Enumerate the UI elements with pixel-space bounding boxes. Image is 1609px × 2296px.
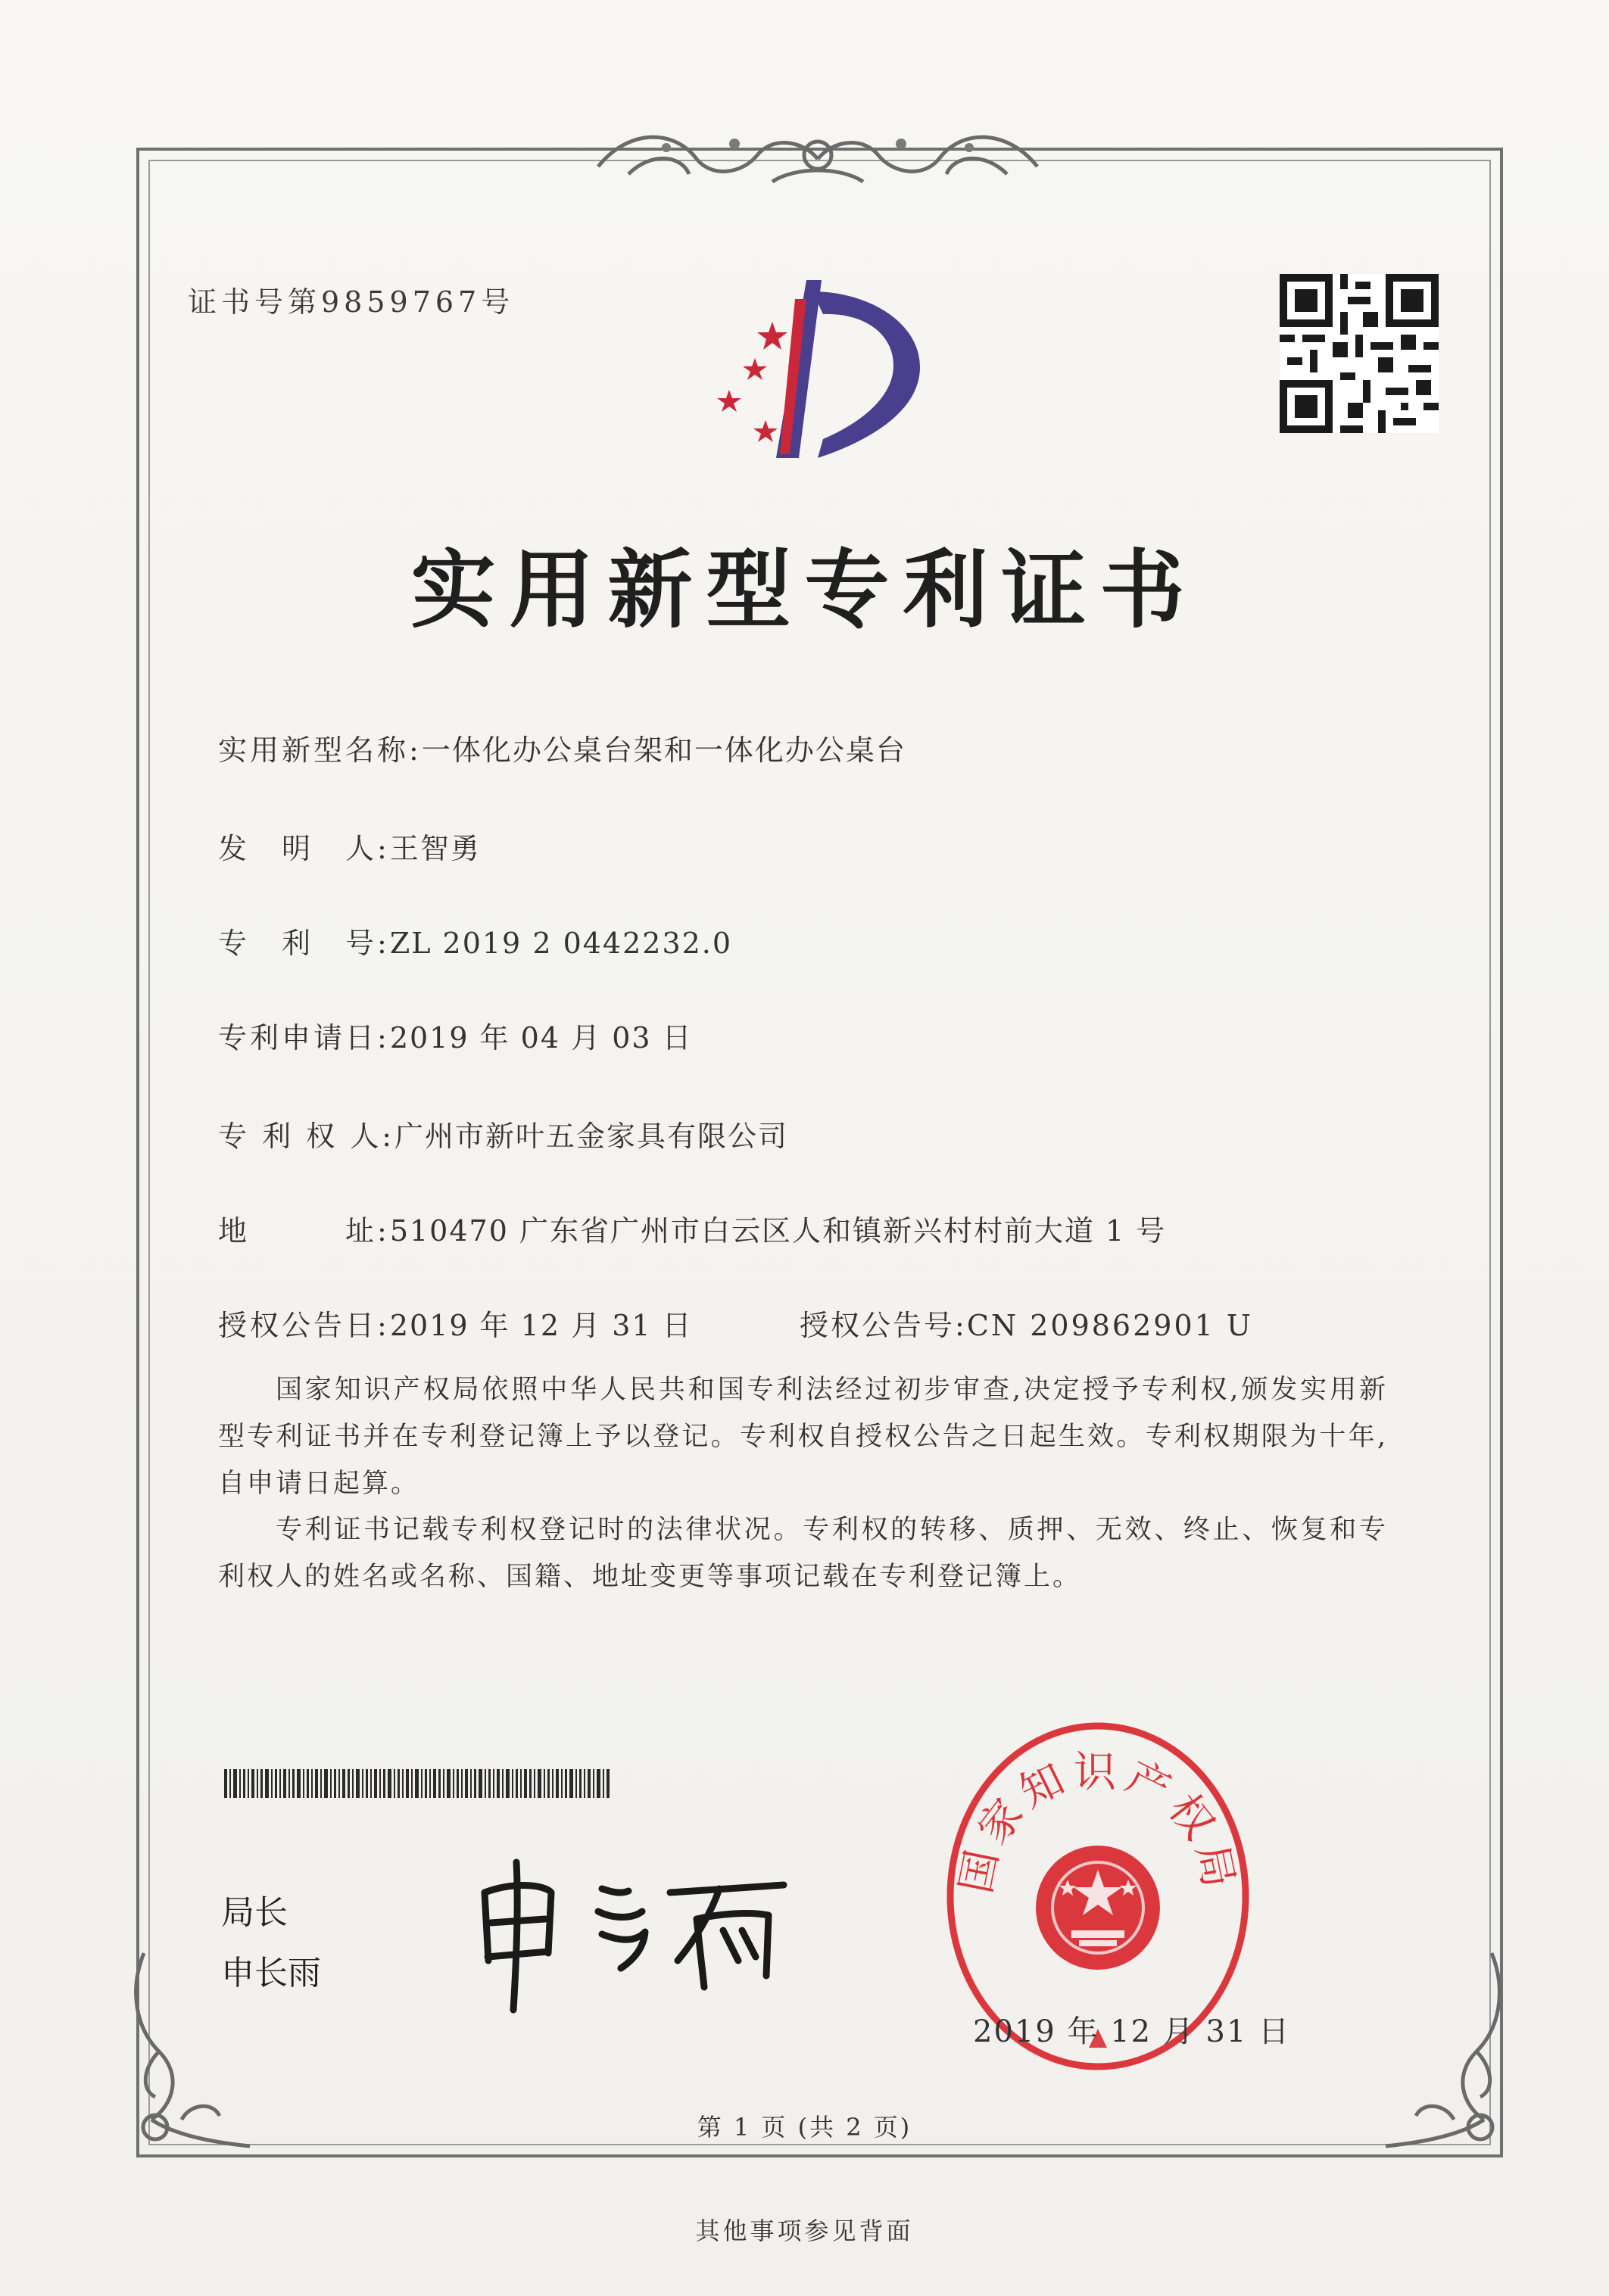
- field-grant-no-value: CN 209862901 U: [966, 1309, 1253, 1342]
- field-address-value: 510470 广东省广州市白云区人和镇新兴村村前大道 1 号: [389, 1214, 1167, 1248]
- field-apply-date-label: 专利申请日:: [218, 1021, 390, 1055]
- field-address: [218, 1207, 1166, 1249]
- director-title: 局长: [221, 1893, 288, 1932]
- field-address-label: 地 址:: [218, 1214, 390, 1248]
- certificate-number: 证书号第9859767号: [188, 285, 515, 319]
- seal-date: 2019 年 12 月 31 日: [973, 2014, 1291, 2049]
- field-patent-no: [218, 920, 732, 961]
- field-grant-date: [218, 1302, 693, 1344]
- footer-note: 其他事项参见背面: [695, 2217, 914, 2245]
- director-signature: [469, 1847, 795, 2021]
- field-apply-date-value: 2019 年 04 月 03 日: [389, 1021, 693, 1055]
- top-ornament: [583, 114, 1052, 197]
- field-patentee-value: 广州市新叶五金家具有限公司: [394, 1120, 789, 1153]
- field-grant-date-label: 授权公告日:: [218, 1309, 390, 1342]
- certificate-title: 实用新型专利证书: [410, 541, 1199, 640]
- qr-code: [1280, 274, 1439, 433]
- field-inventor-value: 王智勇: [389, 832, 481, 865]
- field-inventor-label: 发 明 人:: [218, 832, 390, 865]
- field-patentee: [218, 1113, 788, 1154]
- field-apply-date: [218, 1014, 693, 1056]
- cnipa-logo: [693, 269, 943, 466]
- field-name: [218, 727, 906, 768]
- director-name: 申长雨: [221, 1954, 321, 1992]
- field-name-value: 一体化办公桌台架和一体化办公桌台: [421, 734, 906, 767]
- field-grant-no: [800, 1302, 1253, 1344]
- field-patent-no-value: ZL 2019 2 0442232.0: [389, 927, 733, 960]
- field-patent-no-label: 专 利 号:: [218, 927, 390, 960]
- field-grant-date-value: 2019 年 12 月 31 日: [389, 1309, 693, 1342]
- paragraph-1: 国家知识产权局依照中华人民共和国专利法经过初步审查,决定授予专利权,颁发实用新型专利证书并在专利登记簿上予以登记。专利权自授权公告之日起生效。专利权期限为十年,自申请日起算。: [218, 1375, 1388, 1499]
- field-name-label: 实用新型名称:: [218, 734, 422, 767]
- barcode: [224, 1769, 610, 1798]
- field-patentee-label: 专 利 权 人:: [218, 1120, 395, 1153]
- page-number: 第 1 页 (共 2 页): [697, 2113, 912, 2142]
- seal-text: 国家知识产权局: [951, 1748, 1245, 1898]
- field-inventor: [218, 825, 481, 867]
- paragraph-2: 专利证书记载专利权登记时的法律状况。专利权的转移、质押、无效、终止、恢复和专利权人的姓名或名称、国籍、地址变更等事项记载在专利登记簿上。: [218, 1515, 1388, 1592]
- field-grant-no-label: 授权公告号:: [800, 1309, 967, 1342]
